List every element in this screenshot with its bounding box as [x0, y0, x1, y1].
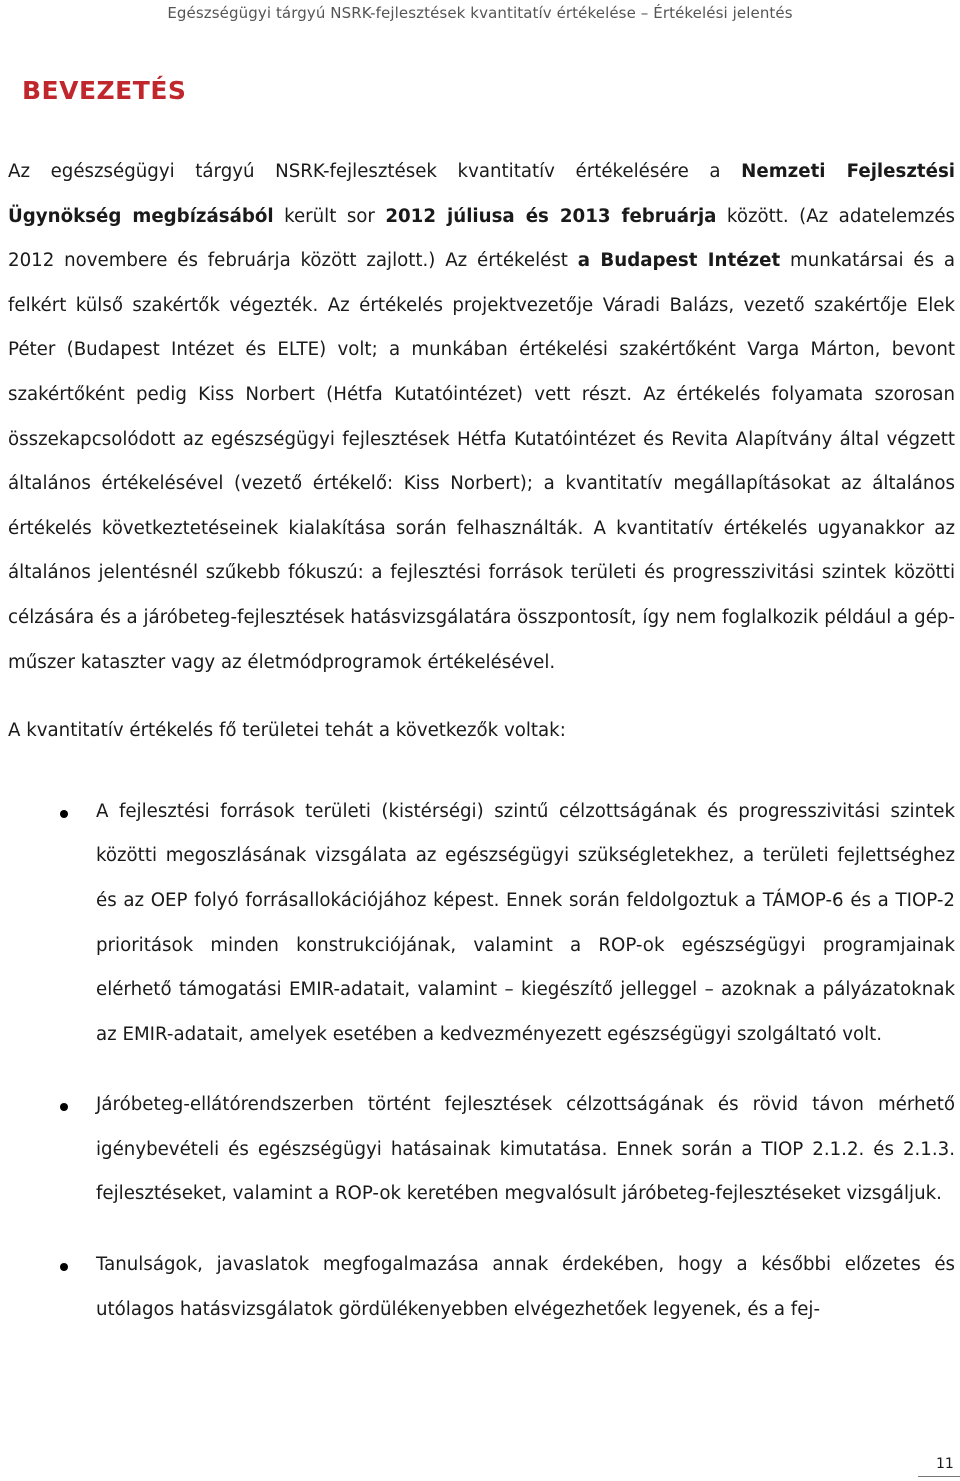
list-item	[8, 1243, 955, 1332]
intro-bold-period: 2012 júliusa és 2013 februárja	[385, 205, 717, 227]
intro-text-3: között. (Az adatelemzés 2012 novembere és februárja között zajlott.) Az értékelést	[8, 205, 955, 272]
running-header: Egészségügyi tárgyú NSRK-fejlesztések kvantitatív értékelése – Értékelési jelentés	[167, 4, 793, 22]
intro-text-1: Az egészségügyi tárgyú NSRK-fejlesztések kvantitatív értékelésére a	[8, 161, 742, 182]
list-item-text: Tanulságok, javaslatok megfogalmazása annak érdekében, hogy a későbbi előzetes és utólagos hatásvizsgálatok gördülékenyebben elvégezhetőek legyenek, és a fej-	[96, 1254, 955, 1320]
document-body	[8, 150, 955, 1358]
intro-text-2: került sor	[273, 205, 386, 227]
bullet-icon	[60, 810, 68, 818]
intro-text-4: munkatársai és a felkért külső szakértők végezték. Az értékelés projektvezetője Váradi Balázs, vezető szakértője Elek Péter (Budapest Intézet és ELTE) volt; a munkában értékelési szakértőként Varga Márton, bevont szakértőként pedig Kiss Norbert (Hétfa Kutatóintézet) vett részt. Az értékelés folyamata szorosan összekapcsolódott az egészségügyi fejlesztések Hétfa Kutatóintézet és Revita Alapítvány által végzett általános értékelésével (vezető értékelő: Kiss Norbert); a kvantitatív megállapításokat az általános értékelés következtetéseinek kialakítása során felhasználták. A kvantitatív értékelés ugyanakkor az általános jelentésnél szűkebb fókuszú: a fejlesztési források területi és progresszivitási szintek közötti célzására és a járóbeteg-fejlesztések hatásvizsgálatára összpontosít, így nem foglalkozik például a gép-műszer kataszter vagy az életmódprogramok értékelésével.	[8, 250, 956, 673]
page-number: 11	[936, 1456, 954, 1472]
page-number-rule	[918, 1476, 960, 1477]
list-item	[8, 790, 955, 1058]
bullet-icon	[60, 1263, 68, 1271]
areas-intro-paragraph: A kvantitatív értékelés fő területei tehát a következők voltak:	[8, 720, 566, 742]
bullet-icon	[60, 1103, 68, 1111]
intro-bold-agency: Nemzeti Fejlesztési Ügynökség megbízásából	[8, 161, 956, 227]
list-item	[8, 1083, 955, 1217]
list-item-text: Járóbeteg-ellátórendszerben történt fejlesztések célzottságának és rövid távon mérhető igénybevételi és egészségügyi hatásainak kimutatása. Ennek során a TIOP 2.1.2. és 2.1.3. fejlesztéseket, valamint a ROP-ok keretében megvalósult járóbeteg-fejlesztéseket vizsgáljuk.	[96, 1094, 955, 1205]
list-item-text: A fejlesztési források területi (kistérségi) szintű célzottságának és progresszivitási szintek közötti megoszlásának vizsgálata az egészségügyi szükségletekhez, a területi fejlettséghez és az OEP folyó forrásallokációjához képest. Ennek során feldolgoztuk a TÁMOP-6 és a TIOP-2 prioritások minden konstrukciójának, valamint a ROP-ok egészségügyi programjainak elérhető támogatási EMIR-adatait, valamint – kiegészítő jelleggel – azoknak a pályázatoknak az EMIR-adatait, amelyek esetében a kedvezményezett egészségügyi szolgáltató volt.	[96, 800, 955, 1045]
areas-list	[8, 790, 955, 1333]
intro-bold-institute: a Budapest Intézet	[577, 250, 781, 272]
intro-paragraph	[8, 150, 955, 685]
section-title: BEVEZETÉS	[22, 76, 187, 105]
